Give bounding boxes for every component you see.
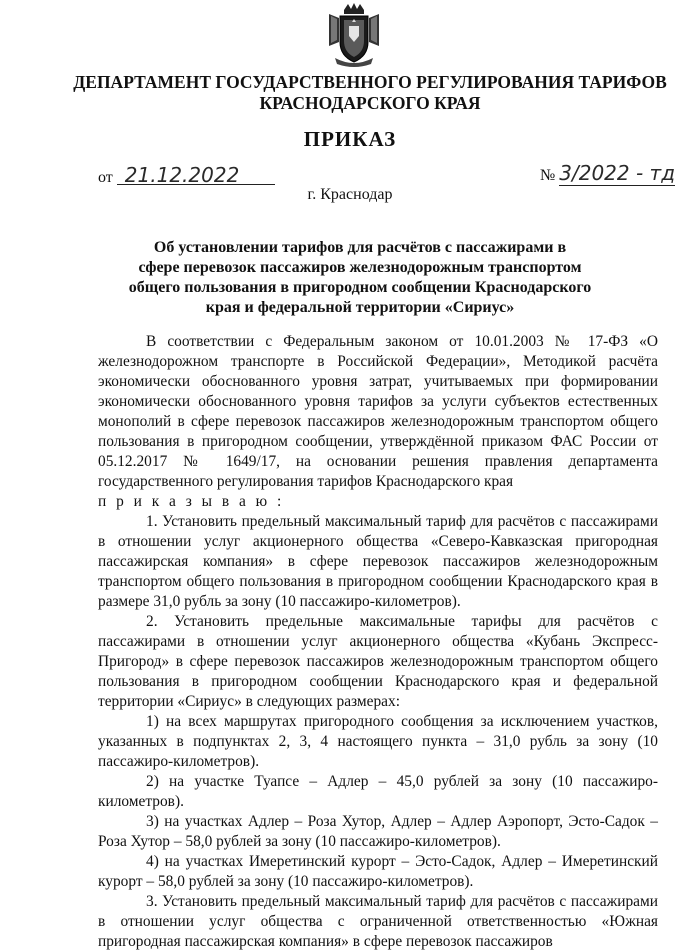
title-line-3: общего пользования в пригородном сообщении Краснодарского [128,279,592,296]
subparagraph-2-2: 2) на участке Туапсе – Адлер – 45,0 рублей за зону (10 пассажиро-километров). [98,773,658,810]
order-number [540,161,676,185]
paragraph-1: 1. Установить предельный максимальный тариф для расчётов с пассажирами в отношении услуг акционерного общества «Северо-Кавказская пригородная пассажирская компания» в сфере перевозок пассажиров железнодорожным транспортом общего пользования в пригородном сообщении Краснодарского края в размере 31,0 рубль за зону (10 пассажиро-километров). [98,513,658,610]
title-line-4: края и федеральной территории «Сириус» [205,299,515,316]
department-name [60,72,680,114]
paragraph-2: 2. Установить предельные максимальные тарифы для расчётов с пассажирами в отношении услуг акционерного общества «Кубань Экспресс-Пригород» в сфере перевозок пассажиров железнодорожным транспортом общего пользования в пригородном сообщении Краснодарского края и федеральной территории «Сириус» в следующих размерах: [98,613,658,710]
subparagraph-2-1: 1) на всех маршрутах пригородного сообщения за исключением участков, указанных в подпунктах 2, 3, 4 настоящего пункта – 31,0 рубль за зону (10 пассажиро-километров). [98,713,658,770]
order-title [100,238,620,318]
paragraph-3: 3. Установить предельный максимальный тариф для расчётов с пассажирами в отношении услуг общества с ограниченной ответственностью «Южная пригородная пассажирская компания» в сфере перевозок пассажиров [98,893,658,950]
title-line-2: сфере перевозок пассажиров железнодорожным транспортом [138,259,582,276]
order-heading: ПРИКАЗ [303,127,397,151]
subparagraph-2-4: 4) на участках Имеретинский курорт – Эсто-Садок, Адлер – Имеретинский курорт – 58,0 рублей за зону (10 пассажиро-километров). [98,853,658,890]
prikazyvayu-line: п р и к а з ы в а ю : [98,493,285,510]
number-prefix: № [540,167,556,184]
department-line-1: ДЕПАРТАМЕНТ ГОСУДАРСТВЕННОГО РЕГУЛИРОВАНИЯ ТАРИФОВ [73,72,667,92]
order-date [98,163,275,187]
department-line-2: КРАСНОДАРСКОГО КРАЯ [259,93,481,113]
order-body [98,332,658,952]
city-line: г. Краснодар [307,186,393,203]
krasnodar-coat-of-arms-icon [325,2,383,68]
preamble-paragraph: В соответствии с Федеральным законом от 10.01.2003 № 17-ФЗ «О железнодорожном транспорте в Российской Федерации», Методикой расчёта экономически обоснованного уровня затрат, учитываемых при формировании экономически обоснованного уровня тарифов за услуги субъектов естественных монополий в сфере перевозок пассажиров железнодорожным транспортом общего пользования в пригородном сообщении, утверждённой приказом ФАС России от 05.12.2017 № 1649/17, на основании решения правления департамента государственного регулирования тарифов Краснодарского края [98,333,658,490]
date-prefix: от [98,169,113,186]
handwritten-date: 21.12.2022 [117,166,275,185]
handwritten-number: 3/2022 - тд [559,161,676,185]
subparagraph-2-3: 3) на участках Адлер – Роза Хутор, Адлер – Адлер Аэропорт, Эсто-Садок – Роза Хутор – 58,0 рублей за зону (10 пассажиро-километров). [98,813,658,850]
title-line-1: Об установлении тарифов для расчётов с пассажирами в [153,239,567,256]
